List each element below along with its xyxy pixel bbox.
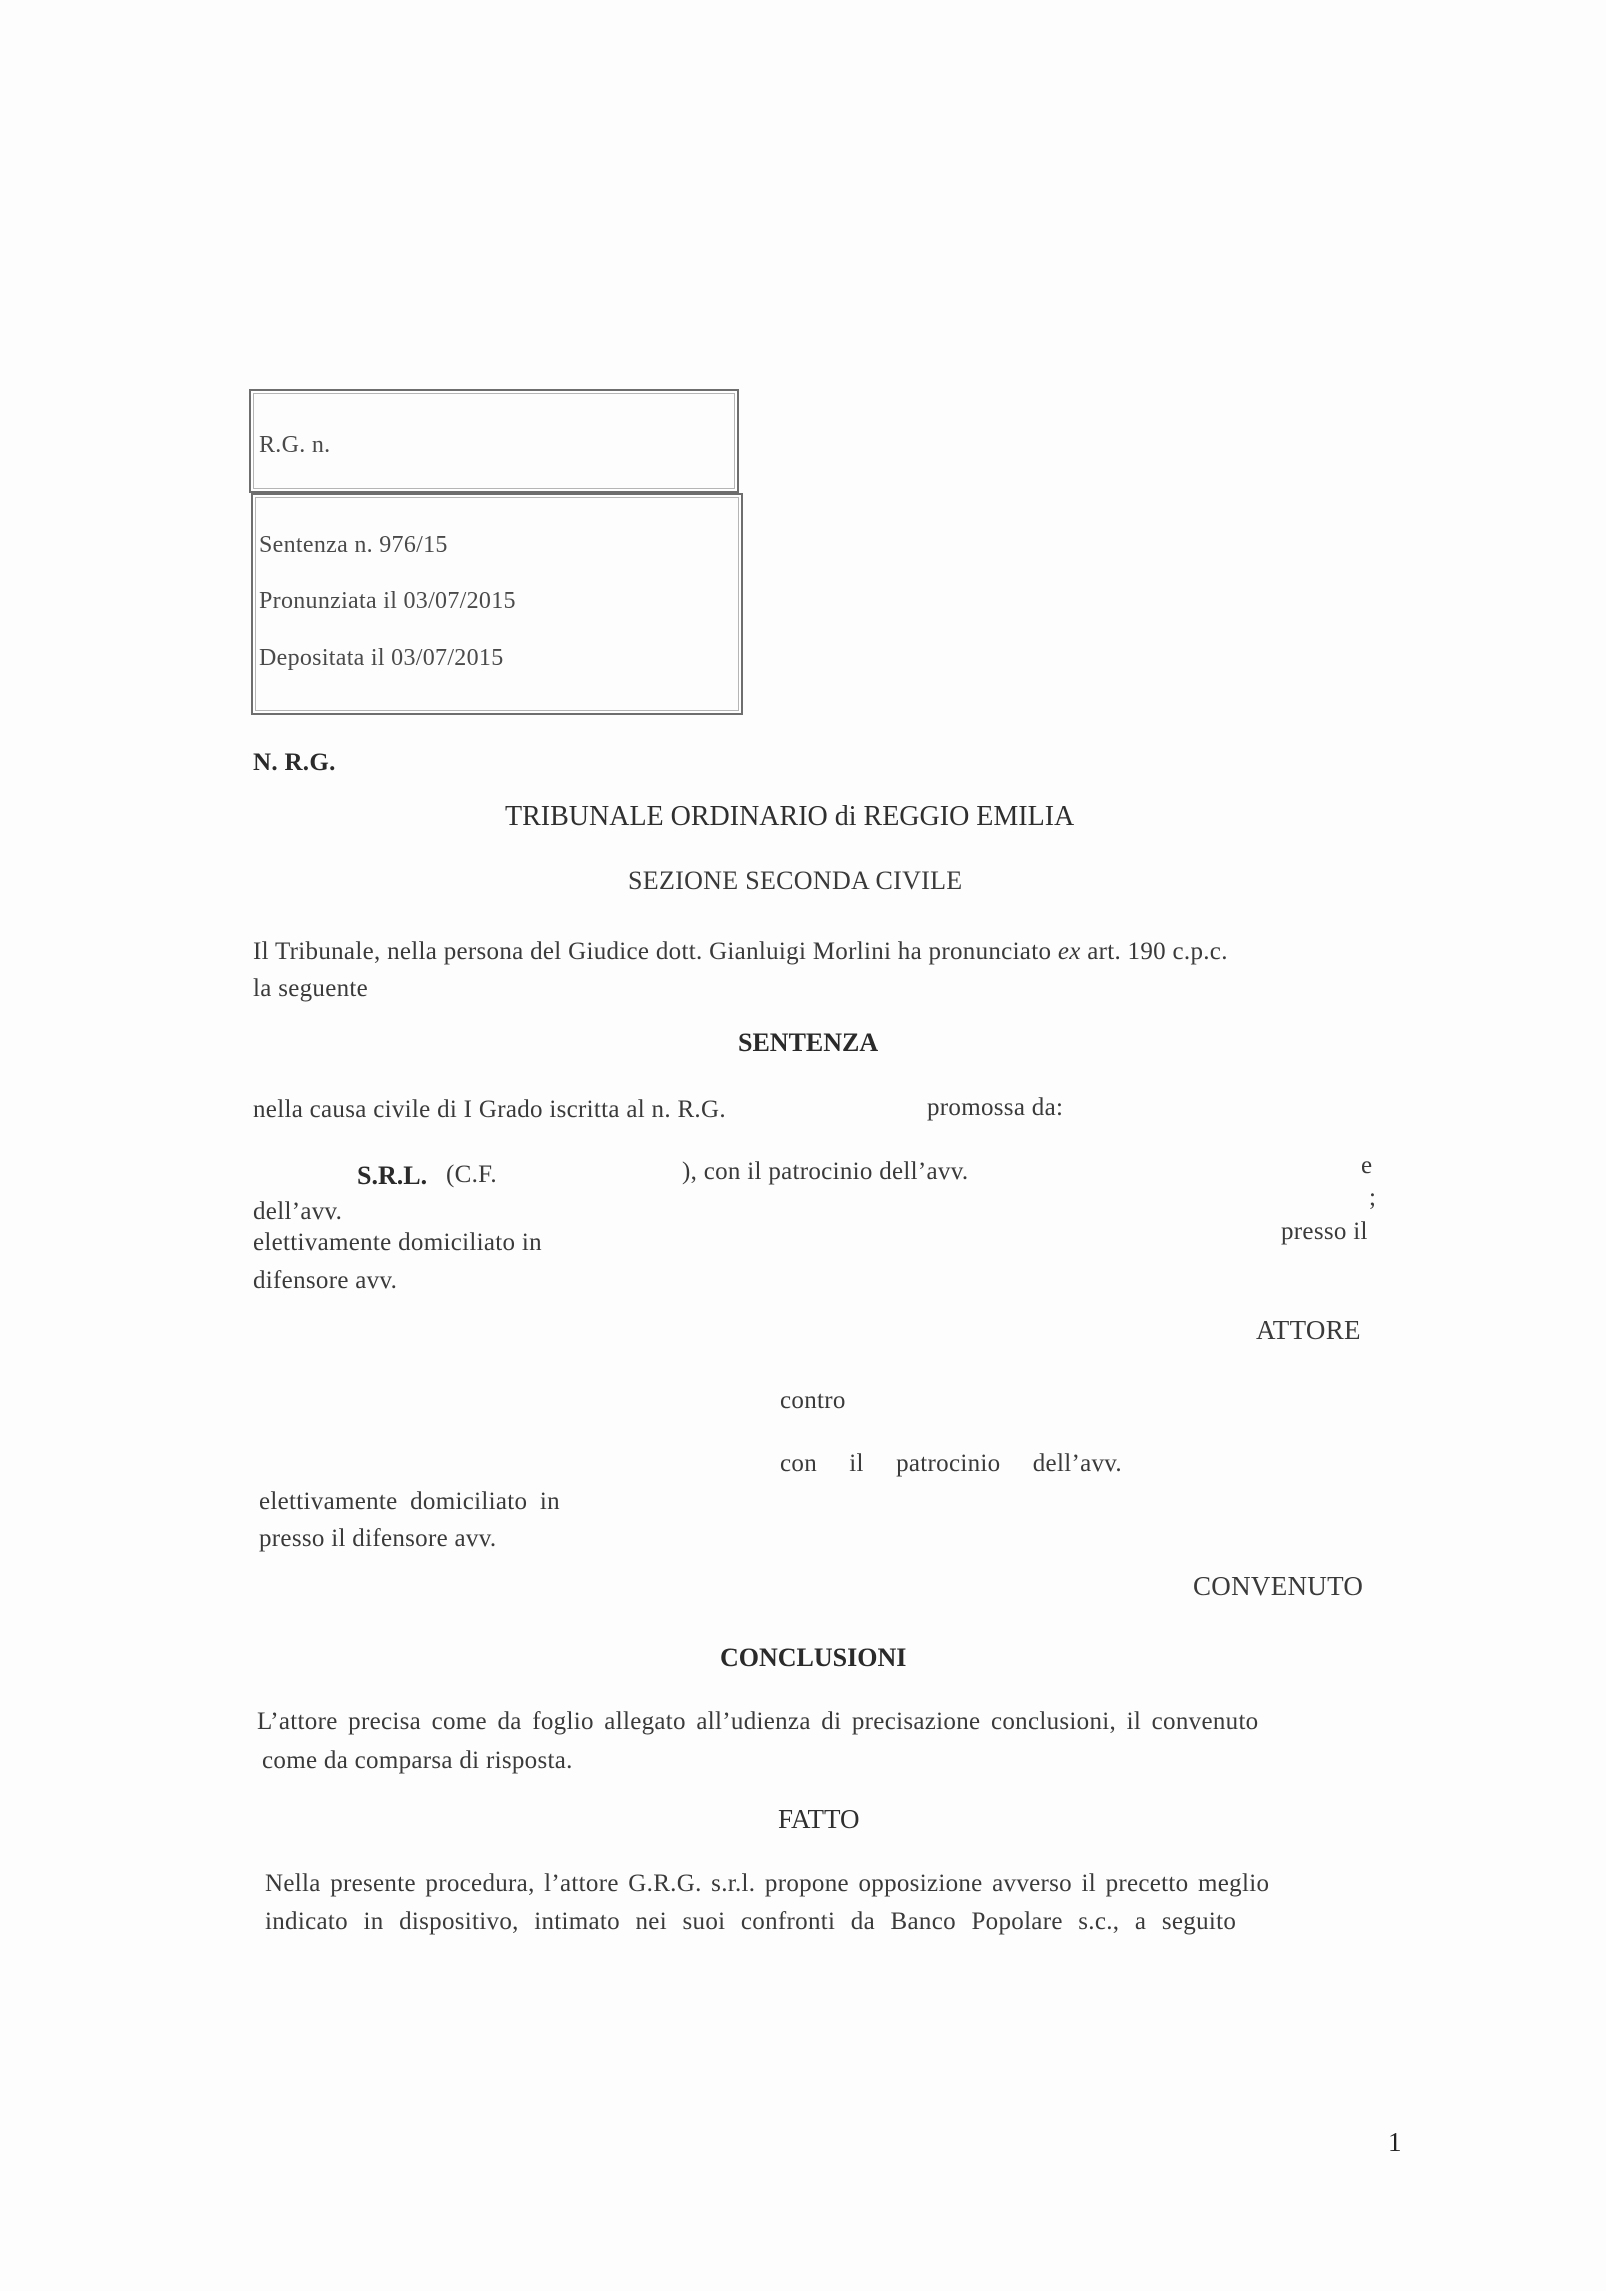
sentenza-heading: SENTENZA — [738, 1028, 879, 1057]
fatto-heading: FATTO — [778, 1804, 860, 1834]
attore-patrocinio: ), con il patrocinio dell’avv. — [682, 1158, 969, 1185]
attore-semicolon: ; — [1369, 1184, 1377, 1211]
conclusioni-line-1: L’attore precisa come da foglio allegato all’udienza di precisazione conclusioni, il convenuto — [257, 1708, 1259, 1735]
attore-role: ATTORE — [1256, 1315, 1361, 1345]
page-number: 1 — [1388, 2127, 1402, 2157]
court-name: TRIBUNALE ORDINARIO di REGGIO EMILIA — [505, 801, 1075, 832]
intro-line-2: la seguente — [253, 975, 369, 1002]
attore-e: e — [1361, 1152, 1373, 1179]
conclusioni-heading: CONCLUSIONI — [720, 1643, 907, 1672]
attore-srl: S.R.L. — [357, 1161, 428, 1190]
attore-elettivamente: elettivamente domiciliato in — [253, 1229, 542, 1256]
attore-dell-avv: dell’avv. — [253, 1198, 343, 1225]
pronunziata-date: Pronunziata il 03/07/2015 — [259, 588, 516, 614]
causa-text: nella causa civile di I Grado iscritta al n. R.G. — [253, 1096, 726, 1123]
depositata-date: Depositata il 03/07/2015 — [259, 645, 504, 671]
convenuto-presso: presso il difensore avv. — [259, 1525, 497, 1552]
conclusioni-line-2: come da comparsa di risposta. — [262, 1747, 573, 1774]
promossa-da: promossa da: — [927, 1094, 1064, 1121]
rg-label: R.G. n. — [259, 432, 331, 458]
attore-presso-il: presso il — [1281, 1218, 1368, 1245]
convenuto-elettivamente: elettivamente domiciliato in — [259, 1488, 560, 1515]
intro-line-1: Il Tribunale, nella persona del Giudice dott. Gianluigi Morlini ha pronunciato ex art. 190 c.p.c. — [253, 938, 1228, 965]
convenuto-role: CONVENUTO — [1193, 1571, 1364, 1601]
contro-label: contro — [780, 1387, 846, 1414]
nrg-label: N. R.G. — [253, 749, 336, 776]
fatto-line-2: indicato in dispositivo, intimato nei suoi confronti da Banco Popolare s.c., a seguito — [265, 1908, 1237, 1935]
court-section: SEZIONE SECONDA CIVILE — [628, 866, 963, 895]
attore-difensore: difensore avv. — [253, 1267, 398, 1294]
fatto-line-1: Nella presente procedura, l’attore G.R.G. s.r.l. propone opposizione avverso il precetto meglio — [265, 1870, 1270, 1897]
attore-cf: (C.F. — [446, 1161, 497, 1188]
sentenza-number: Sentenza n. 976/15 — [259, 532, 448, 558]
convenuto-patrocinio: con il patrocinio dell’avv. — [780, 1450, 1122, 1477]
